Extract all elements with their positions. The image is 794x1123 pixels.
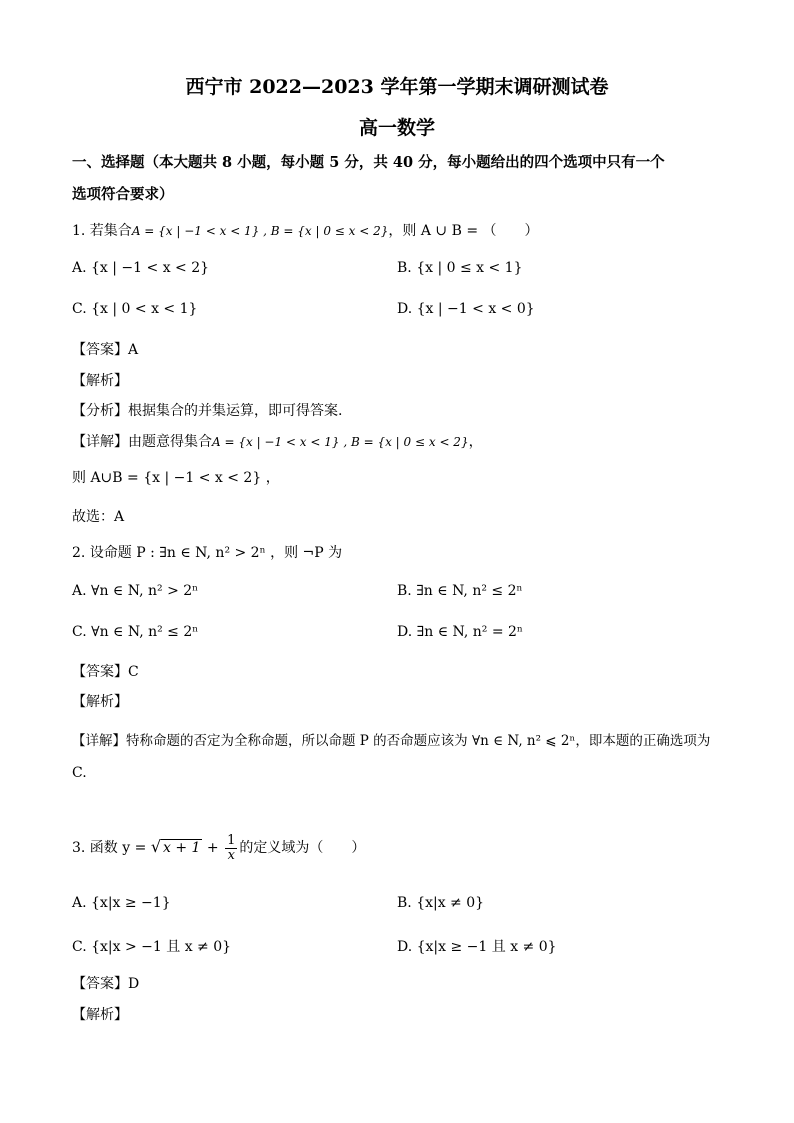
q1-analysis-label: 【解析】 (72, 373, 128, 389)
q1-detail-sets: A = {x | −1 < x < 1} , B = {x | 0 ≤ x < 2} (212, 435, 469, 449)
q3-option-a: A. {x|x ≥ −1} (72, 895, 171, 911)
q1-stem (72, 220, 539, 240)
q3-frac-num: 1 (227, 832, 236, 848)
q1-fenxi: 【分析】根据集合的并集运算，即可得答案. (72, 403, 343, 419)
q1-option-b: B. {x | 0 ≤ x < 1} (397, 260, 523, 276)
q1-option-d: D. {x | −1 < x < 0} (397, 301, 535, 317)
q2-detail-end: C. (72, 765, 87, 781)
q2-answer: 【答案】C (72, 664, 139, 680)
section-heading-line2: 选项符合要求） (72, 186, 174, 203)
q3-fraction (225, 834, 237, 863)
q2-option-c: C. ∀n ∈ N, n² ≤ 2ⁿ (72, 624, 199, 640)
q2-option-d: D. ∃n ∈ N, n² = 2ⁿ (397, 624, 523, 640)
q1-detail-suffix: ， (468, 434, 483, 450)
q2-analysis-label: 【解析】 (72, 694, 128, 710)
q1-answer: 【答案】A (72, 342, 139, 358)
q3-analysis-label: 【解析】 (72, 1007, 128, 1023)
q1-suffix: ，则 A ∪ B = （ ） (388, 223, 539, 239)
exam-subtitle: 高一数学 (358, 117, 435, 139)
q3-sqrt: x + 1 (163, 840, 201, 856)
q3-prefix: 3. 函数 y = (72, 840, 151, 856)
q1-prefix: 1. 若集合 (72, 223, 132, 239)
q1-detail (72, 431, 483, 451)
q2-option-a: A. ∀n ∈ N, n² > 2ⁿ (72, 583, 199, 599)
q3-plus: + (202, 840, 224, 856)
q3-option-d: D. {x|x ≥ −1 且 x ≠ 0} (397, 939, 557, 955)
q1-union: 则 A∪B = {x | −1 < x < 2} ， (72, 470, 280, 486)
q3-stem: 3. 函数 y = √ x + 1 + $\frac{1}{x}$ 的定义域为（ ） (72, 832, 366, 863)
q1-option-c: C. {x | 0 < x < 1} (72, 301, 198, 317)
q3-suffix: 的定义域为（ ） (239, 840, 366, 856)
q3-frac-den: x (227, 847, 235, 863)
q1-detail-prefix: 【详解】由题意得集合 (72, 434, 212, 450)
q1-sets: A = {x | −1 < x < 1} , B = {x | 0 ≤ x < 2} (131, 224, 389, 238)
q3-option-c: C. {x|x > −1 且 x ≠ 0} (72, 939, 232, 955)
q2-option-b: B. ∃n ∈ N, n² ≤ 2ⁿ (397, 583, 523, 599)
q3-option-b: B. {x|x ≠ 0} (397, 895, 485, 911)
q1-option-a: A. {x | −1 < x < 2} (72, 260, 210, 276)
q3-answer: 【答案】D (72, 976, 140, 992)
q2-stem: 2. 设命题 P : ∃n ∈ N, n² > 2ⁿ ，则 ¬P 为 (72, 545, 343, 561)
exam-title: 西宁市 2022—2023 学年第一学期末调研测试卷 (185, 76, 609, 98)
section-heading-line1: 一、选择题（本大题共 8 小题，每小题 5 分，共 40 分，每小题给出的四个选项中只有一个 (72, 154, 665, 171)
q2-detail: 【详解】特称命题的否定为全称命题，所以命题 P 的否命题应该为 ∀n ∈ N, n² ⩽ 2ⁿ，即本题的正确选项为 (72, 733, 711, 749)
q1-choice: 故选：A (72, 509, 125, 525)
